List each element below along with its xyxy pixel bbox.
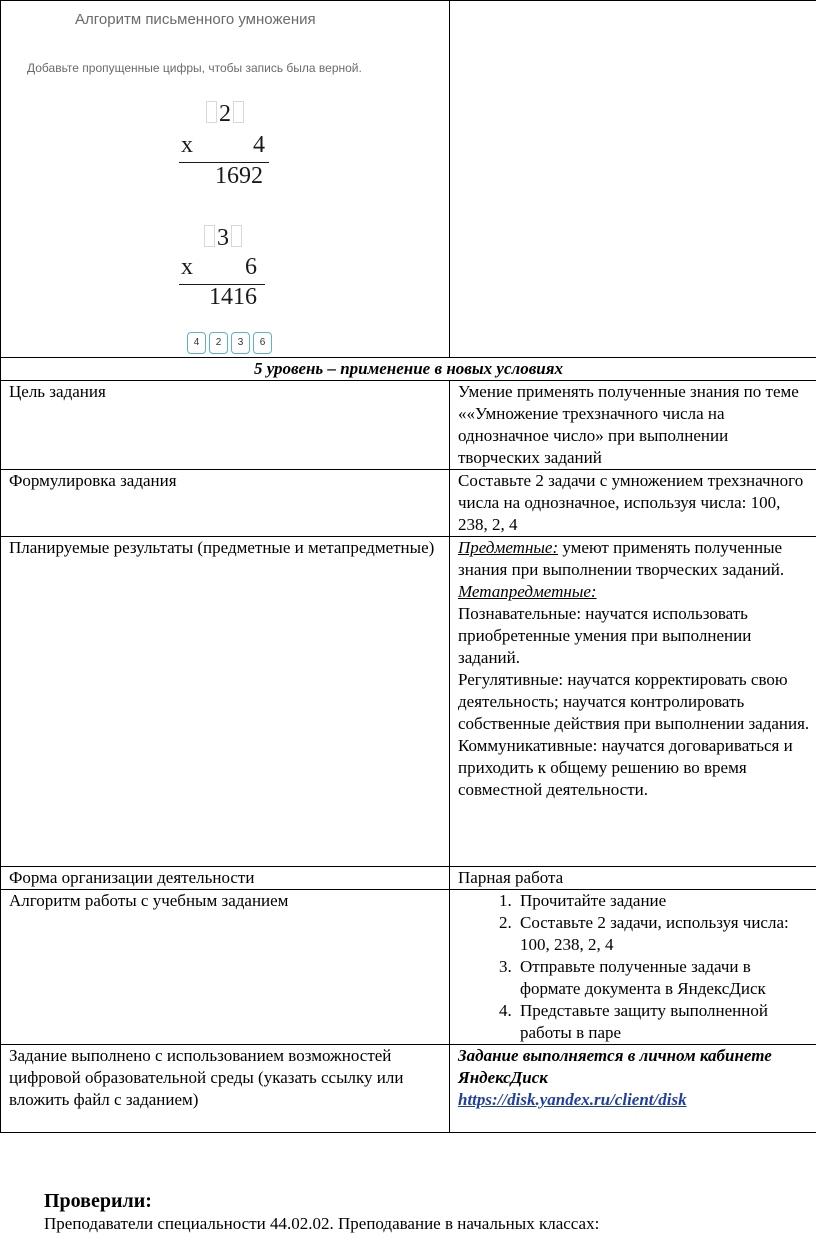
multiplication-widget bbox=[1, 1, 449, 357]
example1-mult-sign: x bbox=[181, 132, 193, 158]
algorithm-label: Алгоритм работы с учебным заданием bbox=[1, 890, 450, 1045]
example2-mult-sign: x bbox=[181, 254, 193, 280]
level-header: 5 уровень – применение в новых условиях bbox=[1, 358, 816, 381]
algorithm-value bbox=[450, 890, 816, 1045]
example1-result: 1692 bbox=[215, 163, 263, 189]
list-item: 4. Представьте защиту выполненной работы в паре bbox=[516, 1000, 814, 1044]
formulation-label: Формулировка задания bbox=[1, 470, 450, 537]
algorithm-steps bbox=[458, 890, 814, 1044]
list-item: 1. Прочитайте задание bbox=[516, 890, 814, 912]
digital-value bbox=[450, 1045, 816, 1133]
list-item: 3. Отправьте полученные задачи в формате документа в ЯндексДиск bbox=[516, 956, 814, 1000]
example2-top-number: 3 bbox=[203, 225, 243, 249]
digit-chip[interactable]: 3 bbox=[231, 332, 250, 354]
digital-note: Задание выполняется в личном кабинете ЯндексДиск bbox=[458, 1046, 772, 1087]
formulation-value: Составьте 2 задачи с умножением трехзначного числа на однозначное, используя числа: 100, 238, 2, 4 bbox=[450, 470, 816, 537]
digit-slot[interactable] bbox=[233, 101, 244, 123]
example2-result: 1416 bbox=[209, 284, 257, 310]
goal-value: Умение применять полученные знания по теме ««Умножение трехзначного числа на однозначное число» при выполнении творческих заданий bbox=[450, 381, 816, 470]
results-label: Планируемые результаты (предметные и метапредметные) bbox=[1, 537, 450, 867]
widget-cell bbox=[1, 1, 450, 358]
widget-title: Алгоритм письменного умножения bbox=[75, 11, 316, 28]
list-item: 2. Составьте 2 задачи, используя числа: 100, 238, 2, 4 bbox=[516, 912, 814, 956]
checked-title: Проверили: bbox=[44, 1190, 152, 1212]
form-label: Форма организации деятельности bbox=[1, 867, 450, 890]
subject-text: умеют применять полученные знания при выполнении творческих заданий. bbox=[458, 538, 785, 579]
meta-title: Метапредметные: bbox=[458, 582, 597, 601]
digit-slot[interactable] bbox=[204, 225, 215, 247]
digit-slot[interactable] bbox=[231, 225, 242, 247]
cognitive-results: Познавательные: научатся использовать приобретенные умения при выполнении заданий. bbox=[458, 604, 752, 667]
digit-chip[interactable]: 4 bbox=[187, 332, 206, 354]
digit-chip[interactable]: 6 bbox=[253, 332, 272, 354]
empty-cell bbox=[450, 1, 816, 358]
communicative-results: Коммуникативные: научатся договариваться и приходить к общему решению во время совместной деятельности. bbox=[458, 736, 793, 799]
regulative-results: Регулятивные: научатся корректировать свою деятельность; научатся контролировать собственные действия при выполнении задания. bbox=[458, 670, 810, 733]
digit-slot[interactable] bbox=[206, 101, 217, 123]
digit-chips bbox=[187, 329, 275, 354]
subject-title: Предметные: bbox=[458, 538, 559, 557]
yandex-disk-link[interactable]: https://disk.yandex.ru/client/disk bbox=[458, 1090, 687, 1109]
subject-results bbox=[458, 537, 814, 581]
checked-text: Преподаватели специальности 44.02.02. Преподавание в начальных классах: bbox=[44, 1214, 600, 1233]
digit-chip[interactable]: 2 bbox=[209, 332, 228, 354]
example1-multiplier: 4 bbox=[253, 132, 265, 158]
digital-label: Задание выполнено с использованием возможностей цифровой образовательной среды (указать ссылку или вложить файл с заданием) bbox=[1, 1045, 450, 1133]
form-value: Парная работа bbox=[450, 867, 816, 890]
example1-top-number: 2 bbox=[205, 101, 245, 125]
results-value bbox=[450, 537, 816, 867]
example2-multiplier: 6 bbox=[245, 254, 257, 280]
goal-label: Цель задания bbox=[1, 381, 450, 470]
widget-instruction: Добавьте пропущенные цифры, чтобы запись была верной. bbox=[27, 61, 362, 75]
